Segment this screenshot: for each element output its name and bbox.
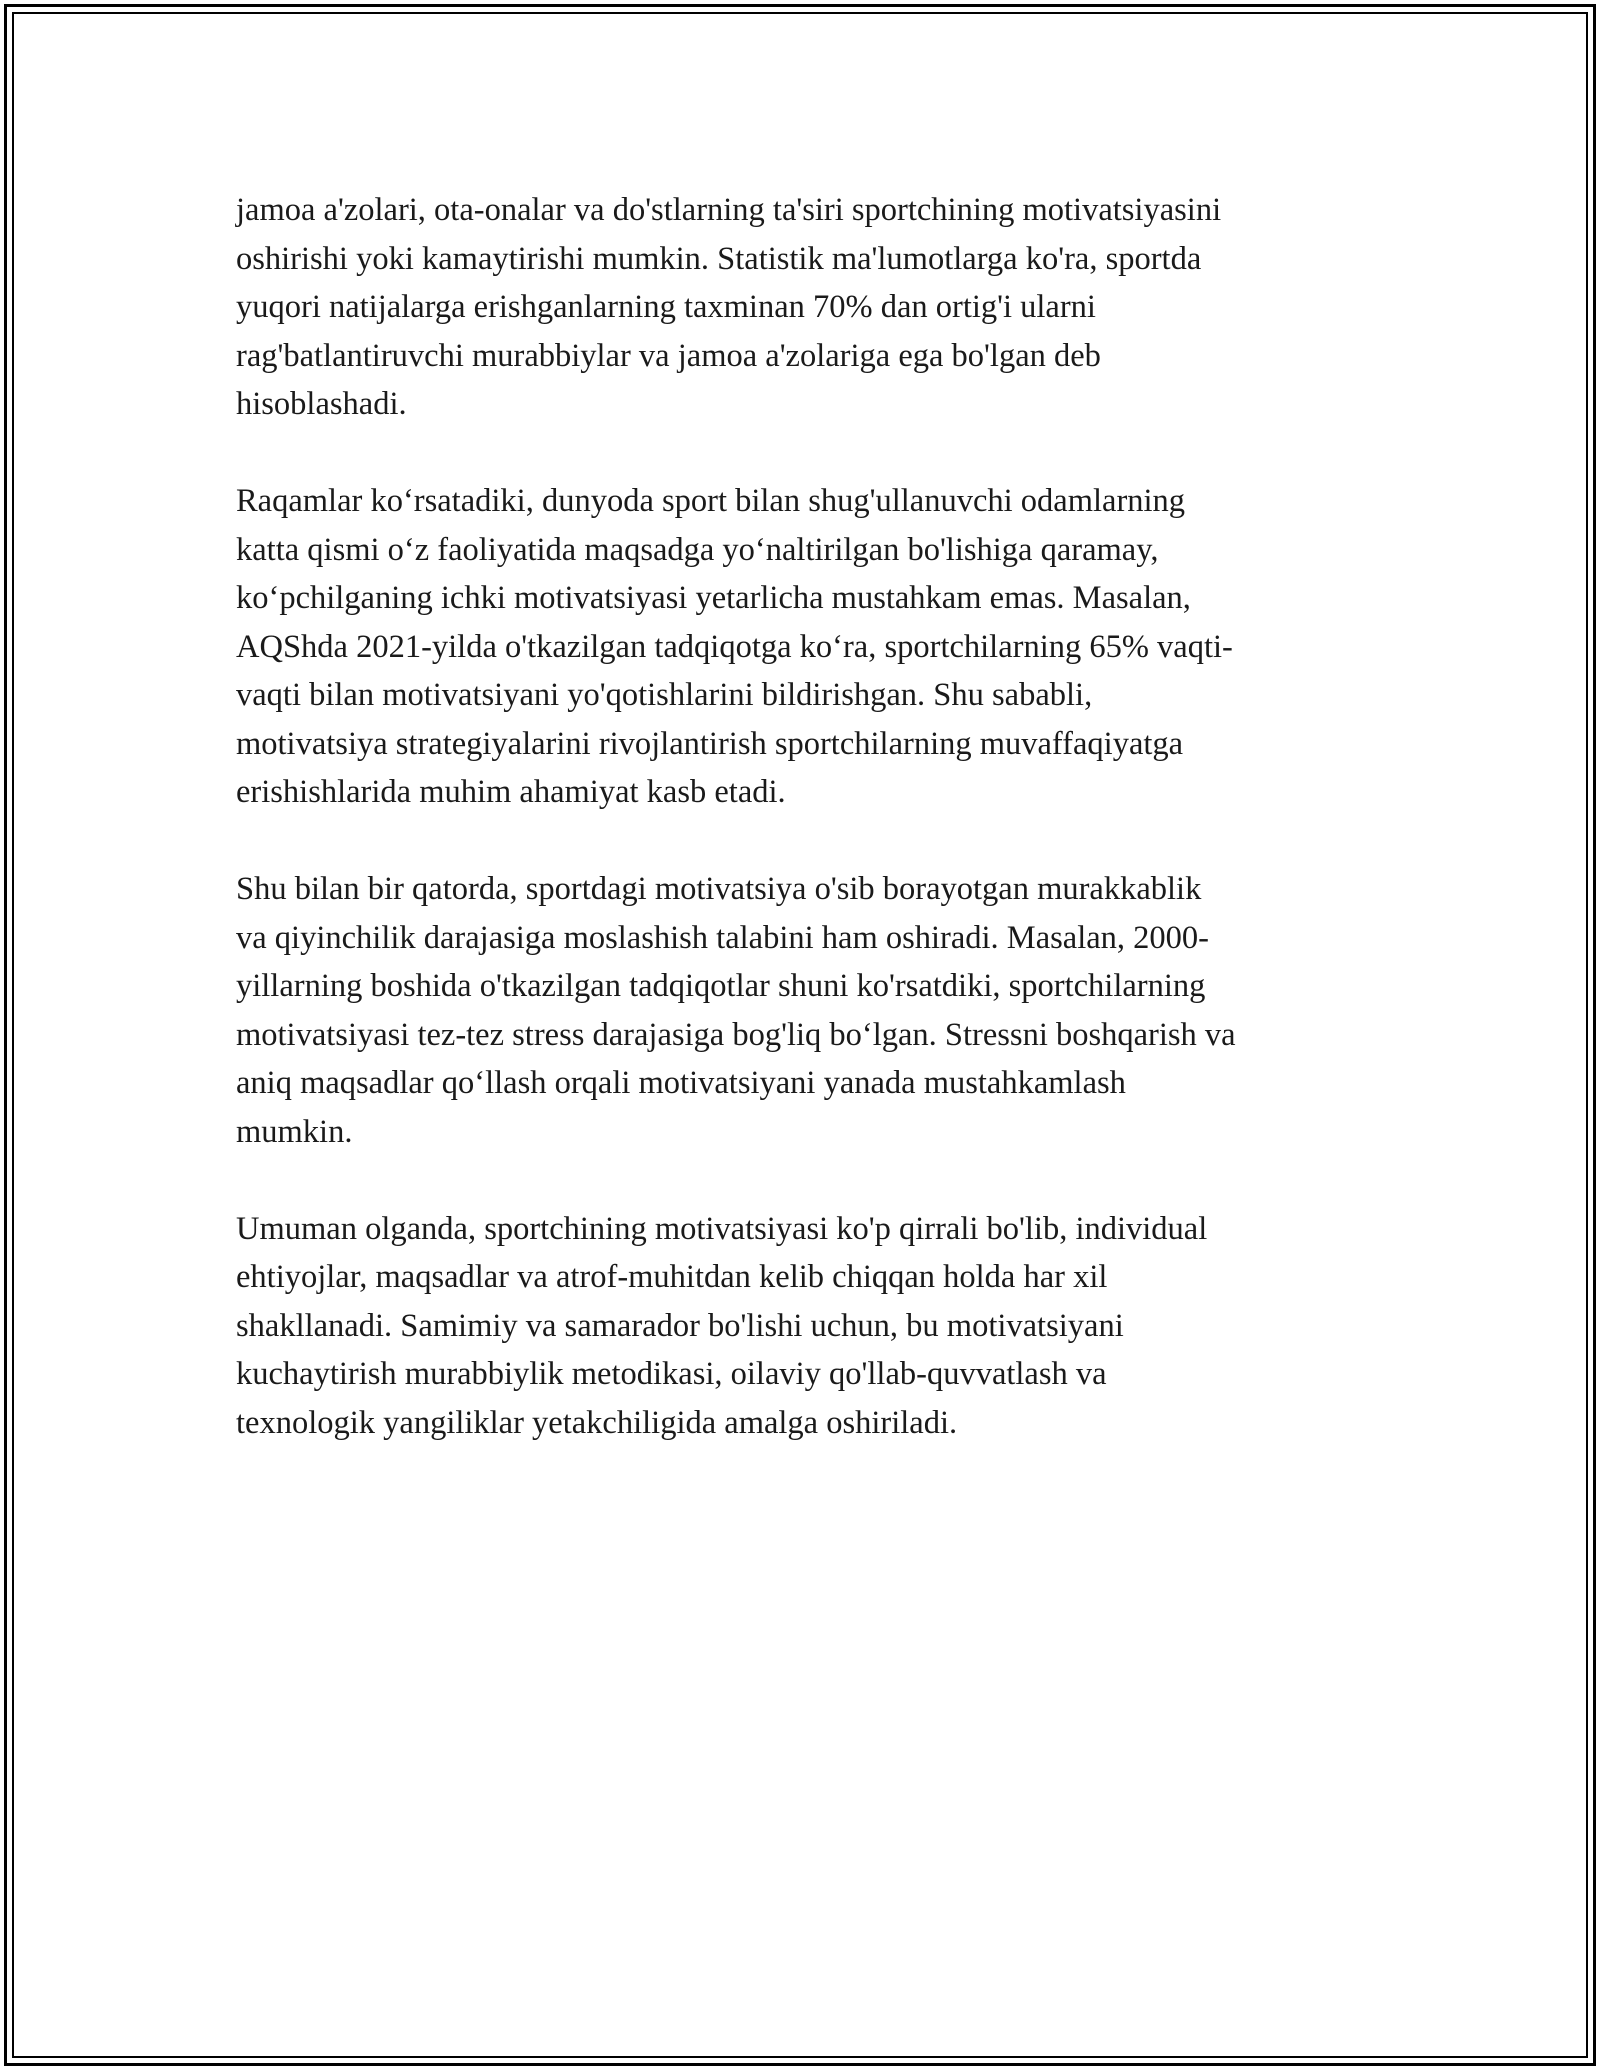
paragraph-3 bbox=[236, 865, 1370, 1156]
text-line: Umuman olganda, sportchining motivatsiyasi ko'p qirrali bo'lib, individual bbox=[236, 1210, 1208, 1247]
text-line: Raqamlar koʻrsatadiki, dunyoda sport bilan shug'ullanuvchi odamlarning bbox=[236, 483, 1186, 519]
text-line: aniq maqsadlar qoʻllash orqali motivatsiyani yanada mustahkamlash bbox=[236, 1065, 1126, 1101]
text-line: koʻpchilganing ichki motivatsiyasi yetarlicha mustahkam emas. Masalan, bbox=[236, 580, 1191, 616]
text-line: texnologik yangiliklar yetakchiligida amalga oshiriladi. bbox=[236, 1404, 958, 1441]
text-line: yuqori natijalarga erishganlarning taxminan 70% dan ortig'i ularni bbox=[236, 289, 1096, 325]
text-line: AQShda 2021-yilda o'tkazilgan tadqiqotga koʻra, sportchilarning 65% vaqti- bbox=[236, 628, 1233, 665]
text-line: yillarning boshida o'tkazilgan tadqiqotlar shuni ko'rsatdiki, sportchilarning bbox=[236, 968, 1206, 1004]
paragraph-2 bbox=[236, 477, 1370, 817]
paragraph-1 bbox=[236, 186, 1370, 429]
document-body bbox=[236, 186, 1370, 1496]
paragraph-4 bbox=[236, 1205, 1370, 1448]
text-line: erishishlarida muhim ahamiyat kasb etadi. bbox=[236, 774, 786, 810]
text-line: kuchaytirish murabbiylik metodikasi, oilaviy qo'llab-quvvatlash va bbox=[236, 1356, 1107, 1392]
text-line: rag'batlantiruvchi murabbiylar va jamoa a'zolariga ega bo'lgan deb bbox=[236, 337, 1101, 374]
text-line: jamoa a'zolari, ota-onalar va do'stlarning ta'siri sportchining motivatsiyasini bbox=[236, 192, 1222, 228]
text-line: katta qismi oʻz faoliyatida maqsadga yoʻnaltirilgan bo'lishiga qaramay, bbox=[236, 531, 1159, 568]
text-line: motivatsiyasi tez-tez stress darajasiga bog'liq boʻlgan. Stressni boshqarish va bbox=[236, 1016, 1236, 1053]
text-line: mumkin. bbox=[236, 1113, 353, 1150]
text-line: Shu bilan bir qatorda, sportdagi motivatsiya o'sib borayotgan murakkablik bbox=[236, 871, 1202, 907]
text-line: va qiyinchilik darajasiga moslashish talabini ham oshiradi. Masalan, 2000- bbox=[236, 919, 1209, 956]
text-line: motivatsiya strategiyalarini rivojlantirish sportchilarning muvaffaqiyatga bbox=[236, 725, 1184, 762]
text-line: oshirishi yoki kamaytirishi mumkin. Statistik ma'lumotlarga ko'ra, sportda bbox=[236, 240, 1202, 277]
text-line: shakllanadi. Samimiy va samarador bo'lishi uchun, bu motivatsiyani bbox=[236, 1307, 1124, 1344]
text-line: hisoblashadi. bbox=[236, 386, 407, 422]
text-line: ehtiyojlar, maqsadlar va atrof-muhitdan kelib chiqqan holda har xil bbox=[236, 1259, 1108, 1295]
text-line: vaqti bilan motivatsiyani yo'qotishlarini bildirishgan. Shu sababli, bbox=[236, 677, 1093, 713]
